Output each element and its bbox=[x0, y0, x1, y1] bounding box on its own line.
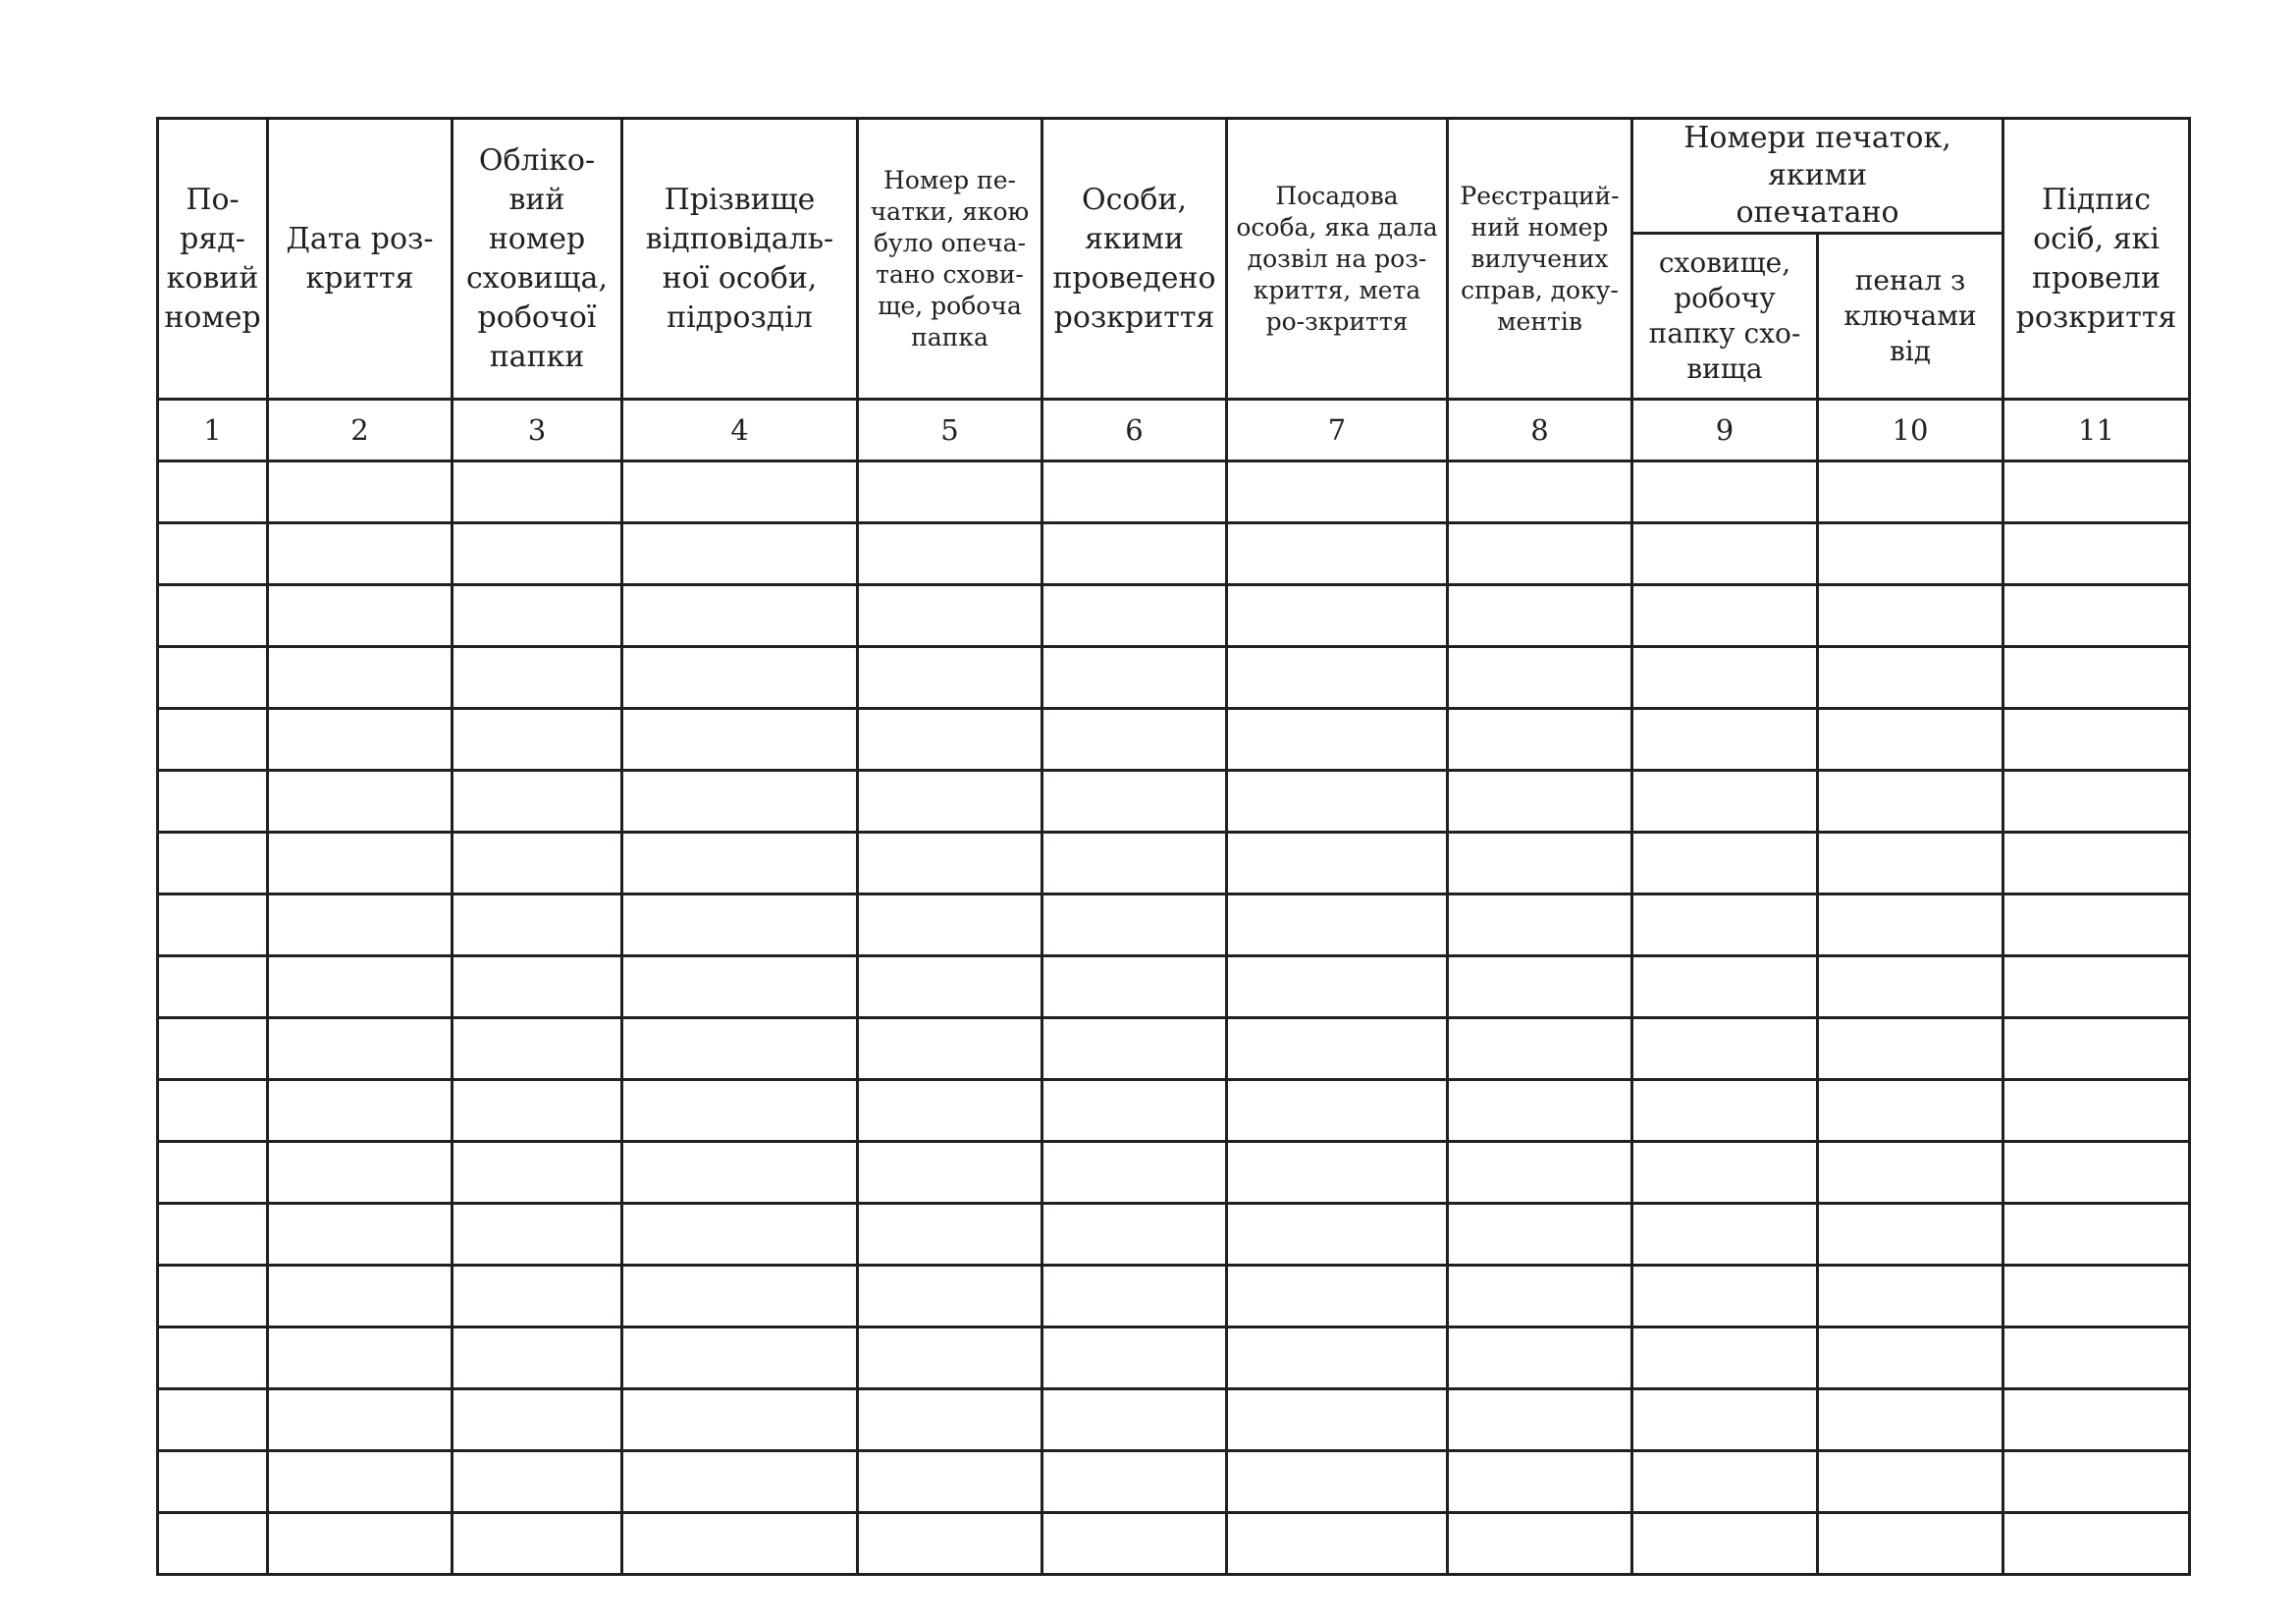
table-cell[interactable] bbox=[2003, 647, 2190, 709]
table-cell[interactable] bbox=[1042, 1451, 1227, 1513]
table-cell[interactable] bbox=[1632, 833, 1818, 894]
table-cell[interactable] bbox=[2003, 1018, 2190, 1080]
table-cell[interactable] bbox=[622, 1513, 858, 1575]
table-cell[interactable] bbox=[1818, 523, 2003, 585]
table-cell[interactable] bbox=[158, 894, 268, 956]
table-cell[interactable] bbox=[622, 771, 858, 833]
table-cell[interactable] bbox=[453, 1142, 622, 1204]
table-cell[interactable] bbox=[1632, 1142, 1818, 1204]
table-cell[interactable] bbox=[1818, 461, 2003, 523]
header-row bbox=[158, 119, 2190, 234]
table-cell[interactable] bbox=[1448, 771, 1632, 833]
column-number: 11 bbox=[2003, 400, 2190, 461]
table-cell[interactable] bbox=[858, 956, 1042, 1018]
table-cell[interactable] bbox=[1818, 894, 2003, 956]
table-cell[interactable] bbox=[1818, 1513, 2003, 1575]
table-cell[interactable] bbox=[158, 833, 268, 894]
table-cell[interactable] bbox=[158, 523, 268, 585]
table-cell[interactable] bbox=[2003, 1451, 2190, 1513]
table-cell[interactable] bbox=[858, 1389, 1042, 1451]
table-cell[interactable] bbox=[1818, 771, 2003, 833]
table-cell[interactable] bbox=[1227, 1389, 1448, 1451]
journal-sheet bbox=[156, 117, 2188, 1550]
table-cell[interactable] bbox=[2003, 1142, 2190, 1204]
table-cell[interactable] bbox=[2003, 585, 2190, 647]
table-cell[interactable] bbox=[1448, 461, 1632, 523]
table-cell[interactable] bbox=[1632, 1080, 1818, 1142]
table-cell[interactable] bbox=[1632, 1451, 1818, 1513]
table-cell[interactable] bbox=[1448, 956, 1632, 1018]
table-cell[interactable] bbox=[1632, 1018, 1818, 1080]
table-cell[interactable] bbox=[1227, 956, 1448, 1018]
table-cell[interactable] bbox=[158, 771, 268, 833]
column-number-row bbox=[158, 400, 2190, 461]
table-cell[interactable] bbox=[622, 956, 858, 1018]
table-cell[interactable] bbox=[2003, 1080, 2190, 1142]
table-cell[interactable] bbox=[622, 1204, 858, 1266]
table-cell[interactable] bbox=[268, 1513, 453, 1575]
table-cell[interactable] bbox=[622, 709, 858, 771]
table-cell[interactable] bbox=[1448, 894, 1632, 956]
table-cell[interactable] bbox=[858, 461, 1042, 523]
table-cell[interactable] bbox=[1632, 523, 1818, 585]
table-cell[interactable] bbox=[622, 461, 858, 523]
table-cell[interactable] bbox=[1227, 709, 1448, 771]
table-cell[interactable] bbox=[622, 523, 858, 585]
table-cell[interactable] bbox=[1227, 1142, 1448, 1204]
table-cell[interactable] bbox=[858, 1018, 1042, 1080]
table-cell[interactable] bbox=[158, 1389, 268, 1451]
header-cell-serial-number: По- ряд- ковий номер bbox=[158, 119, 268, 400]
table-cell[interactable] bbox=[453, 585, 622, 647]
table-cell[interactable] bbox=[1448, 1018, 1632, 1080]
table-cell[interactable] bbox=[158, 1266, 268, 1327]
table-cell[interactable] bbox=[1042, 1080, 1227, 1142]
table-cell[interactable] bbox=[1632, 647, 1818, 709]
table-cell[interactable] bbox=[453, 1389, 622, 1451]
table-cell[interactable] bbox=[268, 1266, 453, 1327]
table-cell[interactable] bbox=[858, 1266, 1042, 1327]
table-cell[interactable] bbox=[2003, 461, 2190, 523]
table-row bbox=[158, 1080, 2190, 1142]
table-row bbox=[158, 956, 2190, 1018]
table-cell[interactable] bbox=[158, 709, 268, 771]
table-cell[interactable] bbox=[268, 1204, 453, 1266]
table-cell[interactable] bbox=[2003, 833, 2190, 894]
table-cell[interactable] bbox=[453, 1018, 622, 1080]
column-number: 9 bbox=[1632, 400, 1818, 461]
table-cell[interactable] bbox=[158, 1327, 268, 1389]
table-row bbox=[158, 1327, 2190, 1389]
table-cell[interactable] bbox=[1448, 1327, 1632, 1389]
column-number: 6 bbox=[1042, 400, 1227, 461]
table-cell[interactable] bbox=[858, 1327, 1042, 1389]
table-cell[interactable] bbox=[453, 1080, 622, 1142]
table-cell[interactable] bbox=[1448, 1080, 1632, 1142]
table-cell[interactable] bbox=[858, 771, 1042, 833]
header-cell-signature: Підпис осіб, які провели розкриття bbox=[2003, 119, 2190, 400]
table-cell[interactable] bbox=[622, 1389, 858, 1451]
table-cell[interactable] bbox=[1448, 1451, 1632, 1513]
table-cell[interactable] bbox=[858, 894, 1042, 956]
empty-rows-body bbox=[158, 461, 2190, 1575]
table-cell[interactable] bbox=[1042, 771, 1227, 833]
table-cell[interactable] bbox=[1042, 1266, 1227, 1327]
table-cell[interactable] bbox=[2003, 894, 2190, 956]
table-cell[interactable] bbox=[158, 647, 268, 709]
header-cell-seal-numbers-group: Номери печаток, якими опечатано bbox=[1632, 119, 2003, 234]
table-cell[interactable] bbox=[622, 1142, 858, 1204]
table-cell[interactable] bbox=[1632, 894, 1818, 956]
table-cell[interactable] bbox=[858, 523, 1042, 585]
table-cell[interactable] bbox=[268, 956, 453, 1018]
table-cell[interactable] bbox=[268, 1142, 453, 1204]
table-cell[interactable] bbox=[1818, 1018, 2003, 1080]
table-cell[interactable] bbox=[1227, 461, 1448, 523]
table-cell[interactable] bbox=[268, 1389, 453, 1451]
header-cell-responsible-person: Прізвище відповідаль- ної особи, підрозділ bbox=[622, 119, 858, 400]
table-cell[interactable] bbox=[1042, 833, 1227, 894]
column-number: 2 bbox=[268, 400, 453, 461]
table-cell[interactable] bbox=[1042, 1204, 1227, 1266]
table-cell[interactable] bbox=[1818, 1389, 2003, 1451]
column-number: 7 bbox=[1227, 400, 1448, 461]
table-cell[interactable] bbox=[453, 894, 622, 956]
table-cell[interactable] bbox=[1818, 956, 2003, 1018]
header-cell-seal-number: Номер пе- чатки, якою було опеча- тано схови- ще, робоча папка bbox=[858, 119, 1042, 400]
table-cell[interactable] bbox=[453, 1204, 622, 1266]
table-cell[interactable] bbox=[1632, 1513, 1818, 1575]
table-cell[interactable] bbox=[858, 647, 1042, 709]
table-row bbox=[158, 1266, 2190, 1327]
table-cell[interactable] bbox=[1227, 523, 1448, 585]
table-cell[interactable] bbox=[1042, 709, 1227, 771]
table-cell[interactable] bbox=[2003, 1513, 2190, 1575]
table-cell[interactable] bbox=[158, 1451, 268, 1513]
table-cell[interactable] bbox=[1818, 647, 2003, 709]
table-cell[interactable] bbox=[453, 647, 622, 709]
table-row bbox=[158, 461, 2190, 523]
column-number: 5 bbox=[858, 400, 1042, 461]
table-cell[interactable] bbox=[1632, 1389, 1818, 1451]
table-cell[interactable] bbox=[1818, 1142, 2003, 1204]
table-cell[interactable] bbox=[158, 1018, 268, 1080]
table-row bbox=[158, 709, 2190, 771]
table-cell[interactable] bbox=[1042, 1327, 1227, 1389]
table-cell[interactable] bbox=[1818, 1266, 2003, 1327]
table-cell[interactable] bbox=[158, 461, 268, 523]
table-cell[interactable] bbox=[1818, 709, 2003, 771]
table-cell[interactable] bbox=[268, 647, 453, 709]
table-cell[interactable] bbox=[1818, 833, 2003, 894]
table-cell[interactable] bbox=[268, 894, 453, 956]
table-cell[interactable] bbox=[2003, 523, 2190, 585]
table-cell[interactable] bbox=[2003, 771, 2190, 833]
table-row bbox=[158, 771, 2190, 833]
table-cell[interactable] bbox=[158, 1204, 268, 1266]
table-cell[interactable] bbox=[1448, 1204, 1632, 1266]
column-number: 8 bbox=[1448, 400, 1632, 461]
table-cell[interactable] bbox=[453, 956, 622, 1018]
table-cell[interactable] bbox=[453, 1513, 622, 1575]
table-cell[interactable] bbox=[2003, 956, 2190, 1018]
table-cell[interactable] bbox=[1227, 1080, 1448, 1142]
table-cell[interactable] bbox=[858, 1513, 1042, 1575]
table-cell[interactable] bbox=[268, 709, 453, 771]
column-number: 1 bbox=[158, 400, 268, 461]
column-number: 10 bbox=[1818, 400, 2003, 461]
table-cell[interactable] bbox=[1818, 1327, 2003, 1389]
table-cell[interactable] bbox=[1227, 1451, 1448, 1513]
table-cell[interactable] bbox=[858, 709, 1042, 771]
table-cell[interactable] bbox=[1227, 1327, 1448, 1389]
table-cell[interactable] bbox=[622, 1018, 858, 1080]
header-cell-registration-number: Реєстраций- ний номер вилучених справ, доку- ментів bbox=[1448, 119, 1632, 400]
table-cell[interactable] bbox=[1227, 894, 1448, 956]
table-cell[interactable] bbox=[158, 585, 268, 647]
table-row bbox=[158, 1513, 2190, 1575]
table-row bbox=[158, 1204, 2190, 1266]
table-cell[interactable] bbox=[1227, 647, 1448, 709]
table-cell[interactable] bbox=[858, 833, 1042, 894]
table-cell[interactable] bbox=[268, 523, 453, 585]
table-row bbox=[158, 1142, 2190, 1204]
table-cell[interactable] bbox=[1227, 771, 1448, 833]
table-cell[interactable] bbox=[1818, 1080, 2003, 1142]
table-row bbox=[158, 1451, 2190, 1513]
table-row bbox=[158, 833, 2190, 894]
table-cell[interactable] bbox=[1042, 647, 1227, 709]
table-cell[interactable] bbox=[2003, 1266, 2190, 1327]
header-cell-persons-opened: Особи, якими проведено розкриття bbox=[1042, 119, 1227, 400]
table-cell[interactable] bbox=[1042, 1142, 1227, 1204]
table-cell[interactable] bbox=[1632, 1266, 1818, 1327]
table-cell[interactable] bbox=[453, 771, 622, 833]
table-cell[interactable] bbox=[1042, 1389, 1227, 1451]
journal-table bbox=[156, 117, 2191, 1576]
table-cell[interactable] bbox=[858, 1080, 1042, 1142]
table-cell[interactable] bbox=[453, 709, 622, 771]
table-cell[interactable] bbox=[1042, 1513, 1227, 1575]
table-cell[interactable] bbox=[622, 894, 858, 956]
table-cell[interactable] bbox=[1227, 1513, 1448, 1575]
table-cell[interactable] bbox=[622, 585, 858, 647]
table-cell[interactable] bbox=[268, 461, 453, 523]
table-cell[interactable] bbox=[1042, 956, 1227, 1018]
table-cell[interactable] bbox=[158, 1080, 268, 1142]
table-cell[interactable] bbox=[858, 585, 1042, 647]
header-cell-storage-number: Обліко- вий номер сховища, робочої папки bbox=[453, 119, 622, 400]
table-cell[interactable] bbox=[858, 1451, 1042, 1513]
table-cell[interactable] bbox=[858, 1204, 1042, 1266]
table-cell[interactable] bbox=[453, 1327, 622, 1389]
table-row bbox=[158, 894, 2190, 956]
table-cell[interactable] bbox=[1448, 1142, 1632, 1204]
table-cell[interactable] bbox=[858, 1142, 1042, 1204]
table-cell[interactable] bbox=[1818, 1204, 2003, 1266]
table-cell[interactable] bbox=[1042, 1018, 1227, 1080]
table-cell[interactable] bbox=[1448, 709, 1632, 771]
table-cell[interactable] bbox=[1632, 1327, 1818, 1389]
table-cell[interactable] bbox=[1448, 1513, 1632, 1575]
table-cell[interactable] bbox=[2003, 1327, 2190, 1389]
column-number: 4 bbox=[622, 400, 858, 461]
table-cell[interactable] bbox=[158, 956, 268, 1018]
table-cell[interactable] bbox=[622, 647, 858, 709]
table-row bbox=[158, 1018, 2190, 1080]
table-cell[interactable] bbox=[158, 1513, 268, 1575]
table-cell[interactable] bbox=[1632, 771, 1818, 833]
table-cell[interactable] bbox=[1448, 585, 1632, 647]
table-cell[interactable] bbox=[622, 1080, 858, 1142]
table-cell[interactable] bbox=[1448, 1266, 1632, 1327]
table-cell[interactable] bbox=[2003, 1204, 2190, 1266]
table-cell[interactable] bbox=[1042, 523, 1227, 585]
table-cell[interactable] bbox=[622, 1327, 858, 1389]
table-cell[interactable] bbox=[1818, 1451, 2003, 1513]
table-cell[interactable] bbox=[1227, 1018, 1448, 1080]
table-row bbox=[158, 1389, 2190, 1451]
table-cell[interactable] bbox=[2003, 709, 2190, 771]
table-cell[interactable] bbox=[1042, 894, 1227, 956]
table-cell[interactable] bbox=[453, 461, 622, 523]
table-row bbox=[158, 523, 2190, 585]
table-cell[interactable] bbox=[622, 833, 858, 894]
table-cell[interactable] bbox=[158, 1142, 268, 1204]
table-cell[interactable] bbox=[1042, 461, 1227, 523]
table-cell[interactable] bbox=[1448, 647, 1632, 709]
table-cell[interactable] bbox=[1448, 523, 1632, 585]
header-cell-storage-seal: сховище, робочу папку схо- вища bbox=[1632, 234, 1818, 400]
header-cell-official-permission: Посадова особа, яка дала дозвіл на роз- криття, мета ро-зкриття bbox=[1227, 119, 1448, 400]
table-cell[interactable] bbox=[453, 1451, 622, 1513]
table-cell[interactable] bbox=[268, 833, 453, 894]
table-cell[interactable] bbox=[268, 1327, 453, 1389]
table-cell[interactable] bbox=[268, 1451, 453, 1513]
table-cell[interactable] bbox=[268, 1080, 453, 1142]
table-row bbox=[158, 647, 2190, 709]
table-cell[interactable] bbox=[1227, 833, 1448, 894]
table-cell[interactable] bbox=[453, 833, 622, 894]
table-cell[interactable] bbox=[622, 1451, 858, 1513]
header-cell-key-case-seal: пенал з ключами від bbox=[1818, 234, 2003, 400]
table-cell[interactable] bbox=[1227, 1266, 1448, 1327]
table-cell[interactable] bbox=[1448, 1389, 1632, 1451]
table-cell[interactable] bbox=[1632, 956, 1818, 1018]
table-cell[interactable] bbox=[268, 1018, 453, 1080]
table-cell[interactable] bbox=[1227, 1204, 1448, 1266]
table-cell[interactable] bbox=[2003, 1389, 2190, 1451]
table-cell[interactable] bbox=[268, 771, 453, 833]
table-cell[interactable] bbox=[1632, 709, 1818, 771]
column-number: 3 bbox=[453, 400, 622, 461]
table-cell[interactable] bbox=[1818, 585, 2003, 647]
table-row bbox=[158, 585, 2190, 647]
table-cell[interactable] bbox=[1042, 585, 1227, 647]
table-cell[interactable] bbox=[1632, 1204, 1818, 1266]
table-cell[interactable] bbox=[453, 523, 622, 585]
table-cell[interactable] bbox=[1227, 585, 1448, 647]
table-cell[interactable] bbox=[1448, 833, 1632, 894]
table-cell[interactable] bbox=[268, 585, 453, 647]
header-cell-opening-date: Дата роз- криття bbox=[268, 119, 453, 400]
table-cell[interactable] bbox=[1632, 461, 1818, 523]
table-cell[interactable] bbox=[453, 1266, 622, 1327]
table-cell[interactable] bbox=[622, 1266, 858, 1327]
table-cell[interactable] bbox=[1632, 585, 1818, 647]
